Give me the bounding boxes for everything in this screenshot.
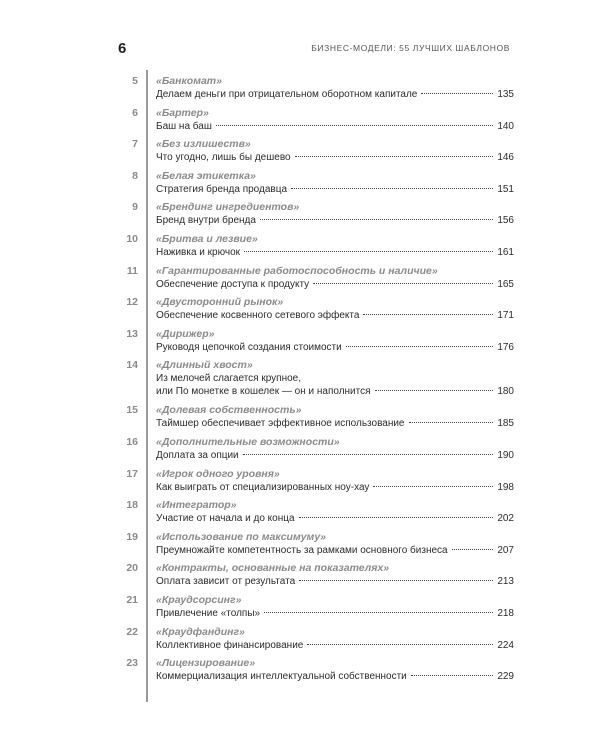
toc-entry-subtitle: Бренд внутри бренда <box>156 215 256 227</box>
toc-entry[interactable] <box>114 230 514 262</box>
toc-entry-title: «Бартер» <box>156 106 209 119</box>
toc-entry-page: 207 <box>497 544 514 556</box>
dot-leader <box>363 314 493 315</box>
toc-entry-subtitle: Руководя цепочкой создания стоимости <box>156 341 342 353</box>
toc-entry-subtitle: Обеспечение доступа к продукту <box>156 278 310 290</box>
toc-entry-page: 185 <box>497 418 514 430</box>
toc-entry-title: «Бритва и лезвие» <box>156 232 258 245</box>
toc-entry-title: «Дирижер» <box>156 327 215 340</box>
toc-entry-subtitle-row <box>156 184 514 195</box>
toc-entry-number: 10 <box>126 232 138 245</box>
toc-entry-page: 140 <box>497 120 514 132</box>
toc-entry-number: 13 <box>126 327 138 340</box>
dot-leader <box>411 675 494 676</box>
toc-entry-title: «Гарантированные работоспособность и наличие» <box>156 264 438 277</box>
toc-entry-title: «Использование по максимуму» <box>156 530 326 543</box>
toc-entry-subtitle-row <box>156 418 514 429</box>
toc-entry-number: 6 <box>132 106 138 119</box>
dot-leader <box>299 517 494 518</box>
toc-entry[interactable] <box>114 104 514 136</box>
toc-entry[interactable] <box>114 433 514 465</box>
toc-entry-subtitle: Коллективное финансирование <box>156 639 304 651</box>
dot-leader <box>295 156 494 157</box>
toc-entry-title: «Двусторонний рынок» <box>156 296 284 309</box>
toc-entry-subtitle-row <box>156 450 514 461</box>
toc-entry-number: 14 <box>126 359 138 372</box>
toc-entry-subtitle-row <box>156 121 514 132</box>
dot-leader <box>299 580 493 581</box>
toc-entry-page: 180 <box>497 386 514 398</box>
toc-entry-subtitle: Доплата за опции <box>156 449 239 461</box>
toc-entry-number: 19 <box>126 530 138 543</box>
toc-entry-title: «Белая этикетка» <box>156 169 256 182</box>
toc-entry-title: «Игрок одного уровня» <box>156 467 280 480</box>
toc-entry-number: 12 <box>126 296 138 309</box>
toc-entry-number: 16 <box>126 435 138 448</box>
toc-entry-number: 5 <box>132 75 138 87</box>
dot-leader <box>264 612 493 613</box>
toc-entry[interactable] <box>114 72 514 104</box>
toc-entry[interactable] <box>114 135 514 167</box>
toc-entry-page: 146 <box>497 152 514 164</box>
toc-entry[interactable] <box>114 623 514 655</box>
dot-leader <box>375 390 494 391</box>
toc-entry-subtitle: Оплата зависит от результата <box>156 576 296 588</box>
toc-entry-subtitle: Привлечение «толпы» <box>156 607 261 619</box>
dot-leader <box>346 346 494 347</box>
toc-entry-page: 176 <box>497 341 514 353</box>
toc-entry-page: 151 <box>497 183 514 195</box>
dot-leader <box>260 219 493 220</box>
toc-entry-number: 15 <box>126 404 138 417</box>
dot-leader <box>409 422 494 423</box>
toc-entry-subtitle-row <box>156 342 514 353</box>
toc-entry[interactable] <box>114 356 514 401</box>
toc-entry-subtitle-row <box>156 576 514 587</box>
toc-entry-page: 229 <box>497 671 514 683</box>
toc-entry[interactable] <box>114 591 514 623</box>
toc-entry[interactable] <box>114 262 514 294</box>
running-head: БИЗНЕС-МОДЕЛИ: 55 ЛУЧШИХ ШАБЛОНОВ <box>311 43 510 53</box>
dot-leader <box>452 549 494 550</box>
toc-entry-page: 224 <box>497 639 514 651</box>
toc-entry-title: «Дополнительные возможности» <box>156 435 340 448</box>
toc-entry-title: «Интегратор» <box>156 499 237 512</box>
toc-entry-page: 202 <box>497 513 514 525</box>
dot-leader <box>307 644 493 645</box>
toc-entry-title: «Брендинг ингредиентов» <box>156 201 300 214</box>
toc-entry-title: «Краудсорсинг» <box>156 593 242 606</box>
toc-entry-subtitle: Преумножайте компетентность за рамками основного бизнеса <box>156 544 448 556</box>
toc-entry-subtitle-row <box>156 545 514 556</box>
toc-entry-number: 22 <box>126 625 138 638</box>
toc-entry[interactable] <box>114 654 514 686</box>
toc-entry-subtitle: Баш на баш <box>156 120 212 132</box>
toc-entry-subtitle: Участие от начала и до конца <box>156 513 295 525</box>
toc-entry-subtitle: Наживка и крючок <box>156 246 241 258</box>
toc-entry-subtitle: Стратегия бренда продавца <box>156 183 288 195</box>
toc-entry-subtitle-row <box>156 671 514 682</box>
toc-entry-subtitle-row <box>156 482 514 493</box>
toc-entry[interactable] <box>114 559 514 591</box>
toc-entry-number: 18 <box>126 499 138 512</box>
dot-leader <box>291 188 493 189</box>
toc-entry-subtitle-row <box>156 310 514 321</box>
toc-entry-subtitle-row <box>156 152 514 163</box>
toc-entry-subtitle-row <box>156 386 514 397</box>
toc-entry-title: «Лицензирование» <box>156 657 256 670</box>
toc-entry-subtitle-row <box>156 247 514 258</box>
dot-leader <box>373 486 493 487</box>
toc-entry-subtitle-row <box>156 640 514 651</box>
toc-entry[interactable] <box>114 465 514 497</box>
toc-entry-number: 7 <box>132 138 138 151</box>
toc-entry-page: 190 <box>497 449 514 461</box>
toc-entry-subtitle: Как выиграть от специализированных ноу-хау <box>156 481 370 493</box>
toc-entry-title: «Банкомат» <box>156 75 222 87</box>
toc-entry-page: 135 <box>497 89 514 100</box>
toc-entry[interactable] <box>114 528 514 560</box>
toc-entry-subtitle-row <box>156 215 514 226</box>
toc-entry-number: 9 <box>132 201 138 214</box>
toc-entry-subtitle-row <box>156 513 514 524</box>
page-number: 6 <box>118 40 127 57</box>
toc-entry-number: 17 <box>126 467 138 480</box>
toc-entry-page: 161 <box>497 246 514 258</box>
toc-entry-subtitle-row <box>156 608 514 619</box>
toc-entry-page: 171 <box>497 310 514 322</box>
table-of-contents <box>114 72 514 686</box>
toc-entry-number: 11 <box>126 264 138 277</box>
toc-entry-number: 21 <box>126 593 138 606</box>
dot-leader <box>244 251 493 252</box>
toc-entry-page: 213 <box>497 576 514 588</box>
toc-entry-subtitle-row <box>156 89 514 100</box>
toc-entry-title: «Контракты, основанные на показателях» <box>156 562 390 575</box>
toc-entry[interactable] <box>114 293 514 325</box>
toc-entry-subtitle: Коммерциализация интеллектуальной собственности <box>156 671 407 683</box>
toc-entry-number: 20 <box>126 562 138 575</box>
toc-entry-subtitle-row <box>156 279 514 290</box>
toc-entry-title: «Долевая собственность» <box>156 404 302 417</box>
toc-entry[interactable] <box>114 401 514 433</box>
toc-entry-page: 165 <box>497 278 514 290</box>
dot-leader <box>313 283 493 284</box>
toc-entry-title: «Краудфандинг» <box>156 625 245 638</box>
toc-entry[interactable] <box>114 167 514 199</box>
toc-entry-subtitle: Таймшер обеспечивает эффективное использование <box>156 418 405 430</box>
toc-entry-number: 23 <box>126 657 138 670</box>
toc-entry-page: 218 <box>497 607 514 619</box>
toc-entry-page: 198 <box>497 481 514 493</box>
dot-leader <box>243 454 494 455</box>
dot-leader <box>216 125 493 126</box>
toc-entry[interactable] <box>114 496 514 528</box>
toc-entry[interactable] <box>114 198 514 230</box>
toc-entry-page: 156 <box>497 215 514 227</box>
toc-entry-subtitle: Обеспечение косвенного сетевого эффекта <box>156 310 360 322</box>
toc-entry-title: «Длинный хвост» <box>156 359 253 372</box>
toc-entry-number: 8 <box>132 169 138 182</box>
toc-entry-subtitle: Что угодно, лишь бы дешево <box>156 152 291 164</box>
toc-entry-subtitle: Делаем деньги при отрицательном оборотном капитале <box>156 89 418 100</box>
toc-entry-subtitle-line1: Из мелочей слагается крупное, <box>156 373 302 385</box>
dot-leader <box>421 93 493 94</box>
toc-entry-subtitle: или По монетке в кошелек — он и наполнится <box>156 386 371 398</box>
toc-entry-title: «Без излишеств» <box>156 138 251 151</box>
toc-entry[interactable] <box>114 325 514 357</box>
